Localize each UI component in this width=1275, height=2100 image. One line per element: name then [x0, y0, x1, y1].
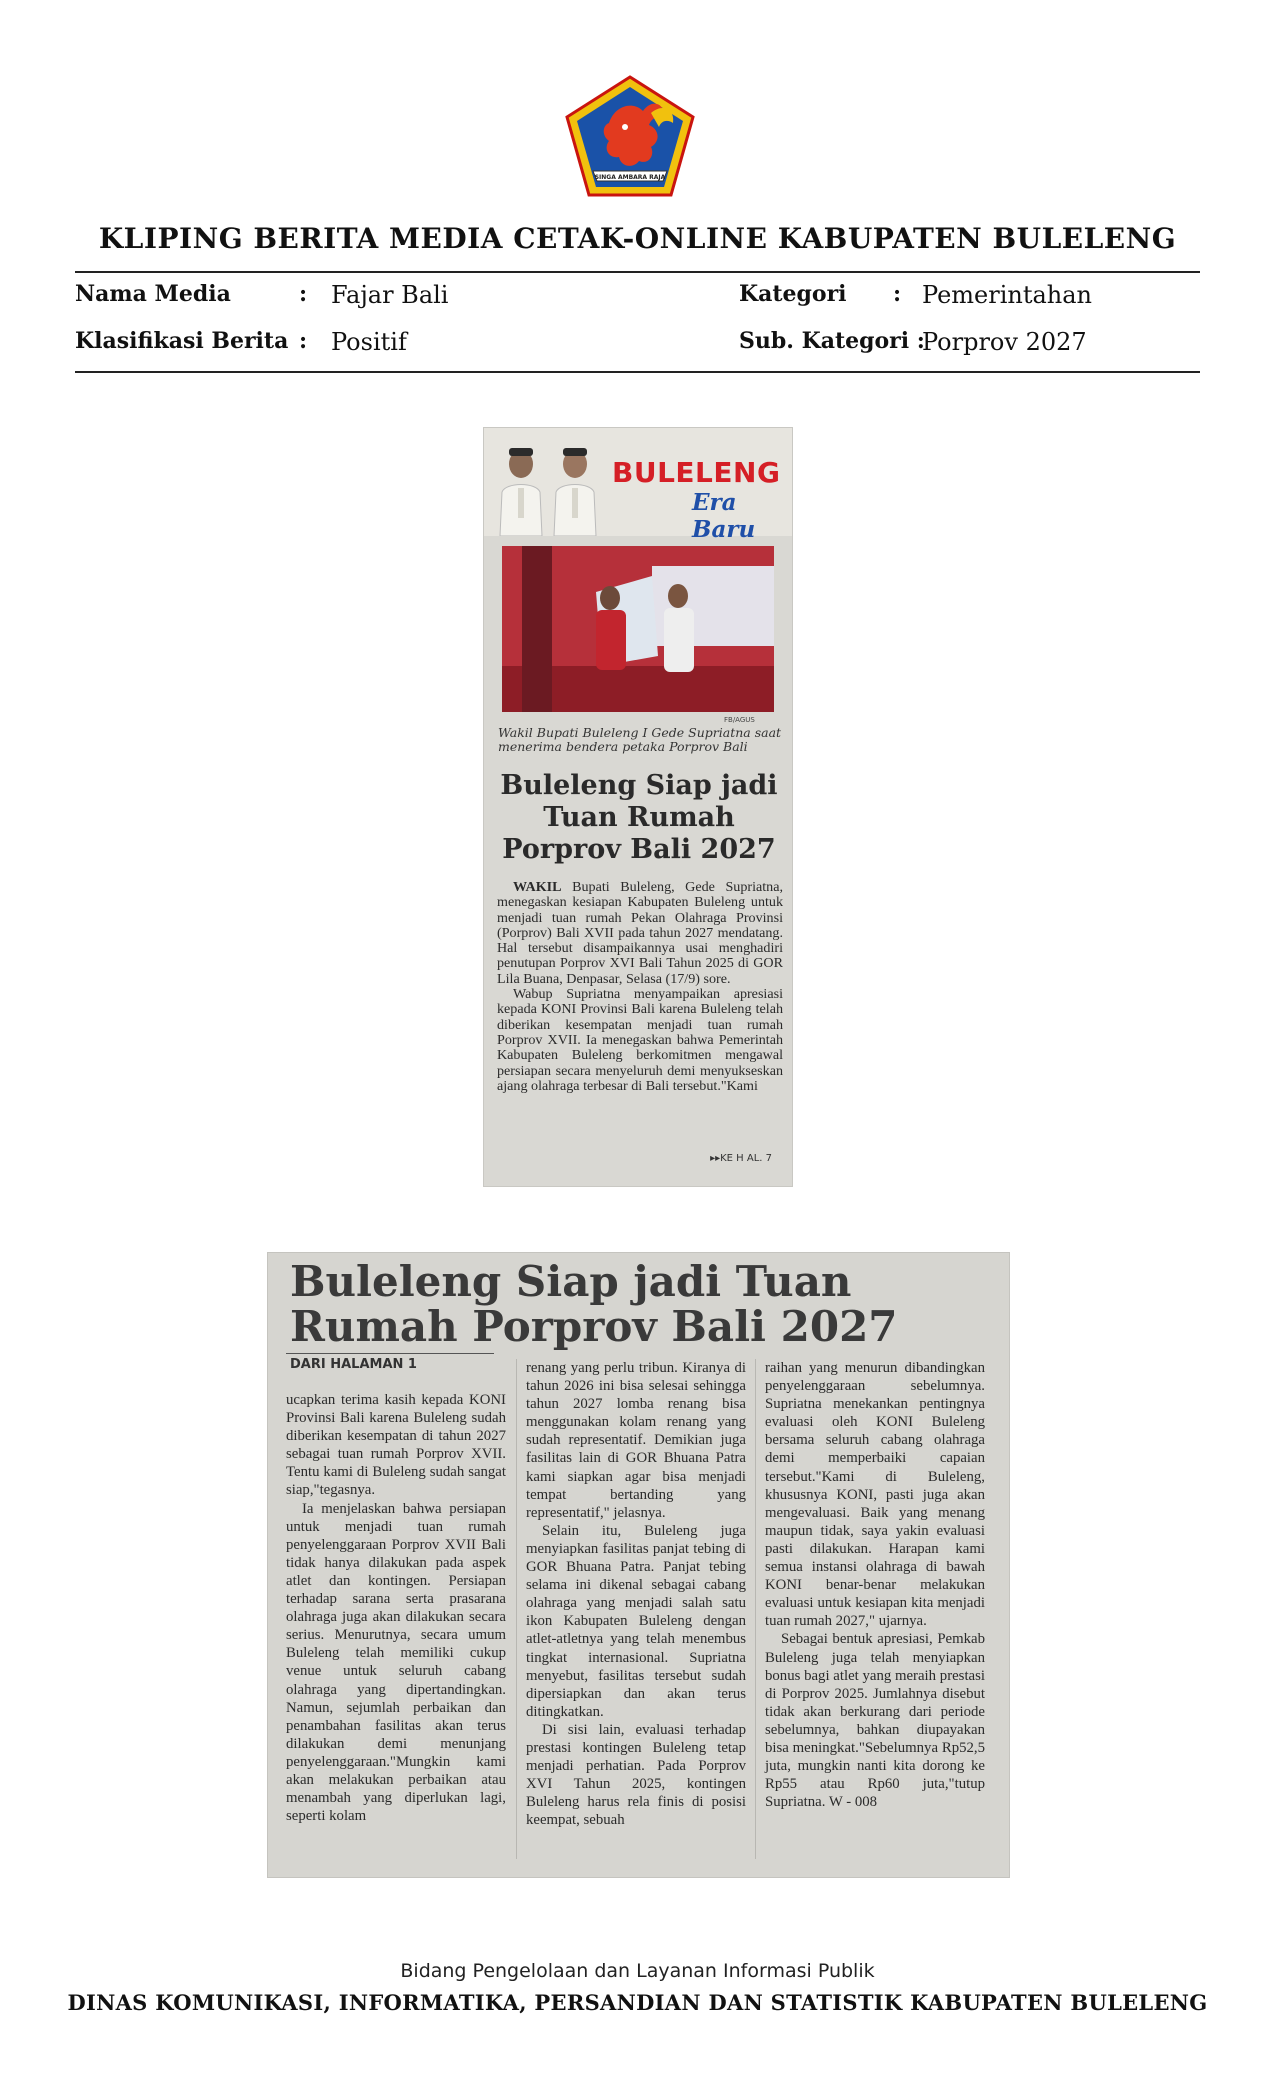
subkategori-value: Porprov 2027 — [922, 328, 1087, 356]
continued-text: KE H AL. 7 — [720, 1153, 772, 1164]
official-portrait-icon — [498, 442, 544, 536]
news-clipping-front — [484, 428, 792, 1186]
article-column-1 — [286, 1391, 506, 1825]
news-clipping-continuation — [268, 1253, 1009, 1877]
clipping-banner — [484, 428, 792, 543]
media-value: Fajar Bali — [331, 281, 449, 309]
photo-credit: FB/AGUS — [724, 716, 755, 724]
official-portrait-icon — [552, 442, 598, 536]
kategori-colon: : — [893, 281, 902, 307]
clipping-body — [497, 880, 783, 1094]
klasifikasi-colon: : — [299, 328, 308, 354]
photo-caption: Wakil Bupati Buleleng I Gede Supriatna saat menerima bendera petaka Porprov Bali — [498, 725, 782, 754]
brand-subtitle: Era Baru — [692, 489, 756, 543]
document-title: KLIPING BERITA MEDIA CETAK-ONLINE KABUPATEN BULELENG — [98, 222, 1177, 255]
body-paragraph: Di sisi lain, evaluasi terhadap prestasi kontingen Buleleng tetap menjadi perhatian. Pada Porprov XVI Tahun 2025, kontingen Buleleng harus rela finis di posisi keempat, sebuah — [526, 1721, 746, 1829]
footer-division: Bidang Pengelolaan dan Layanan Informasi Publik — [400, 1960, 875, 1982]
footer-agency: DINAS KOMUNIKASI, INFORMATIKA, PERSANDIAN DAN STATISTIK KABUPATEN BULELENG — [67, 1990, 1208, 2015]
body-paragraph: raihan yang menurun dibandingkan penyelenggaraan sebelumnya. Supriatna menekankan pentingnya evaluasi oleh KONI Buleleng bersama seluruh cabang olahraga demi memperbaiki capaian tersebut."Kami di Buleleng, khususnya KONI, pasti juga akan mengevaluasi. Baik yang menang maupun tidak, saya yakin evaluasi pasti dilakukan. Harapan kami semua instansi olahraga di bawah KONI benar-benar melakukan evaluasi untuk kesiapan kita menjadi tuan rumah 2027," ujarnya. — [765, 1360, 985, 1630]
header-rule-bottom — [75, 371, 1200, 373]
article-column-2 — [526, 1359, 746, 1829]
body-paragraph: Sebagai bentuk apresiasi, Pemkab Buleleng juga telah menyiapkan bonus bagi atlet yang meraih prestasi di Porprov 2025. Jumlahnya disebut tidak akan berkurang dari periode sebelumnya, bahkan diupayakan bisa meningkat."Sebelumnya Rp52,5 juta, mungkin nanti kita dorong ke Rp55 atau Rp60 juta,"tutup Supriatna. W - 008 — [765, 1631, 985, 1811]
media-label: Nama Media — [75, 281, 231, 307]
body-paragraph: renang yang perlu tribun. Kiranya di tahun 2026 ini bisa selesai sehingga tahun 2027 lomba renang bisa menggunakan kolam renang yang sudah representatif. Demikian juga fasilitas lain di GOR Bhuana Patra kami siapkan agar bisa menjadi tempat bertanding yang representatif," jelasnya. — [526, 1360, 746, 1521]
news-photo — [502, 546, 774, 712]
article-column-3 — [765, 1359, 985, 1811]
body-paragraph: Wabup Supriatna menyampaikan apresiasi kepada KONI Provinsi Bali karena Buleleng telah diberikan kesempatan menjadi tuan rumah Porprov XVII. Ia menegaskan bahwa Pemerintah Kabupaten Buleleng berkomitmen mengawal persiapan secara menyeluruh demi menyukseskan ajang olahraga terbesar di Bali tersebut."Kami — [497, 986, 783, 1094]
section-label: DARI HALAMAN 1 — [290, 1357, 417, 1372]
kategori-label: Kategori — [739, 281, 847, 307]
subkategori-label: Sub. Kategori : — [739, 328, 925, 354]
section-rule — [286, 1353, 494, 1354]
column-divider — [516, 1359, 517, 1859]
klasifikasi-label: Klasifikasi Berita — [75, 328, 289, 354]
body-paragraph: Selain itu, Buleleng juga menyiapkan fasilitas panjat tebing di GOR Bhuana Patra. Panjat tebing selama ini dikenal sebagai cabang olahraga yang menjadi salah satu ikon Kabupaten Buleleng dengan atlet-atletnya yang telah menembus tingkat internasional. Supriatna menyebut, fasilitas tersebut sudah dipersiapkan dan akan terus ditingkatkan. — [526, 1522, 746, 1720]
continuation-headline: Buleleng Siap jadi Tuan Rumah Porprov Bali 2027 — [290, 1257, 898, 1351]
body-paragraph: ucapkan terima kasih kepada KONI Provinsi Bali karena Buleleng sudah diberikan kesempatan di tahun 2027 sebagai tuan rumah Porprov XVII. Tentu kami di Buleleng sudah sangat siap,"tegasnya. — [286, 1392, 506, 1499]
header-rule-top — [75, 271, 1200, 273]
brand-title: BULELENG — [612, 456, 781, 489]
buleleng-crest-icon — [563, 75, 697, 201]
klasifikasi-value: Positif — [331, 328, 407, 356]
body-paragraph: Ia menjelaskan bahwa persiapan untuk menjadi tuan rumah penyelenggaraan Porprov XVII Bali tidak hanya dilakukan pada aspek atlet dan kontingen. Persiapan terhadap sarana serta prasarana olahraga juga akan dilakukan secara serius. Menurutnya, secara umum Buleleng telah memiliki cukup venue untuk seluruh cabang olahraga yang dipertandingkan. Namun, sejumlah perbaikan dan penambahan fasilitas akan terus dilakukan demi menunjang penyelenggaraan."Mungkin kami akan melakukan perbaikan atau menambah yang diperlukan lagi, seperti kolam — [286, 1500, 506, 1825]
continued-marker: ▸▸KE H AL. 7 — [710, 1153, 772, 1164]
svg-text:SINGA AMBARA RAJA: SINGA AMBARA RAJA — [594, 174, 666, 181]
media-colon: : — [299, 281, 308, 307]
lead-word: WAKIL — [513, 879, 562, 895]
body-paragraph: Bupati Buleleng, Gede Supriatna, menegaskan kesiapan Kabupaten Buleleng untuk menjadi tuan rumah Pekan Olahraga Provinsi (Porprov) Bali XVII pada tahun 2027 mendatang. Hal tersebut disampaikannya usai menghadiri penutupan Porprov XVI Bali Tahun 2025 di GOR Lila Buana, Denpasar, Selasa (17/9) sore. — [497, 879, 783, 987]
column-divider — [755, 1359, 756, 1859]
clipping-headline: Buleleng Siap jadi Tuan Rumah Porprov Bali 2027 — [500, 770, 778, 865]
kategori-value: Pemerintahan — [922, 281, 1093, 309]
